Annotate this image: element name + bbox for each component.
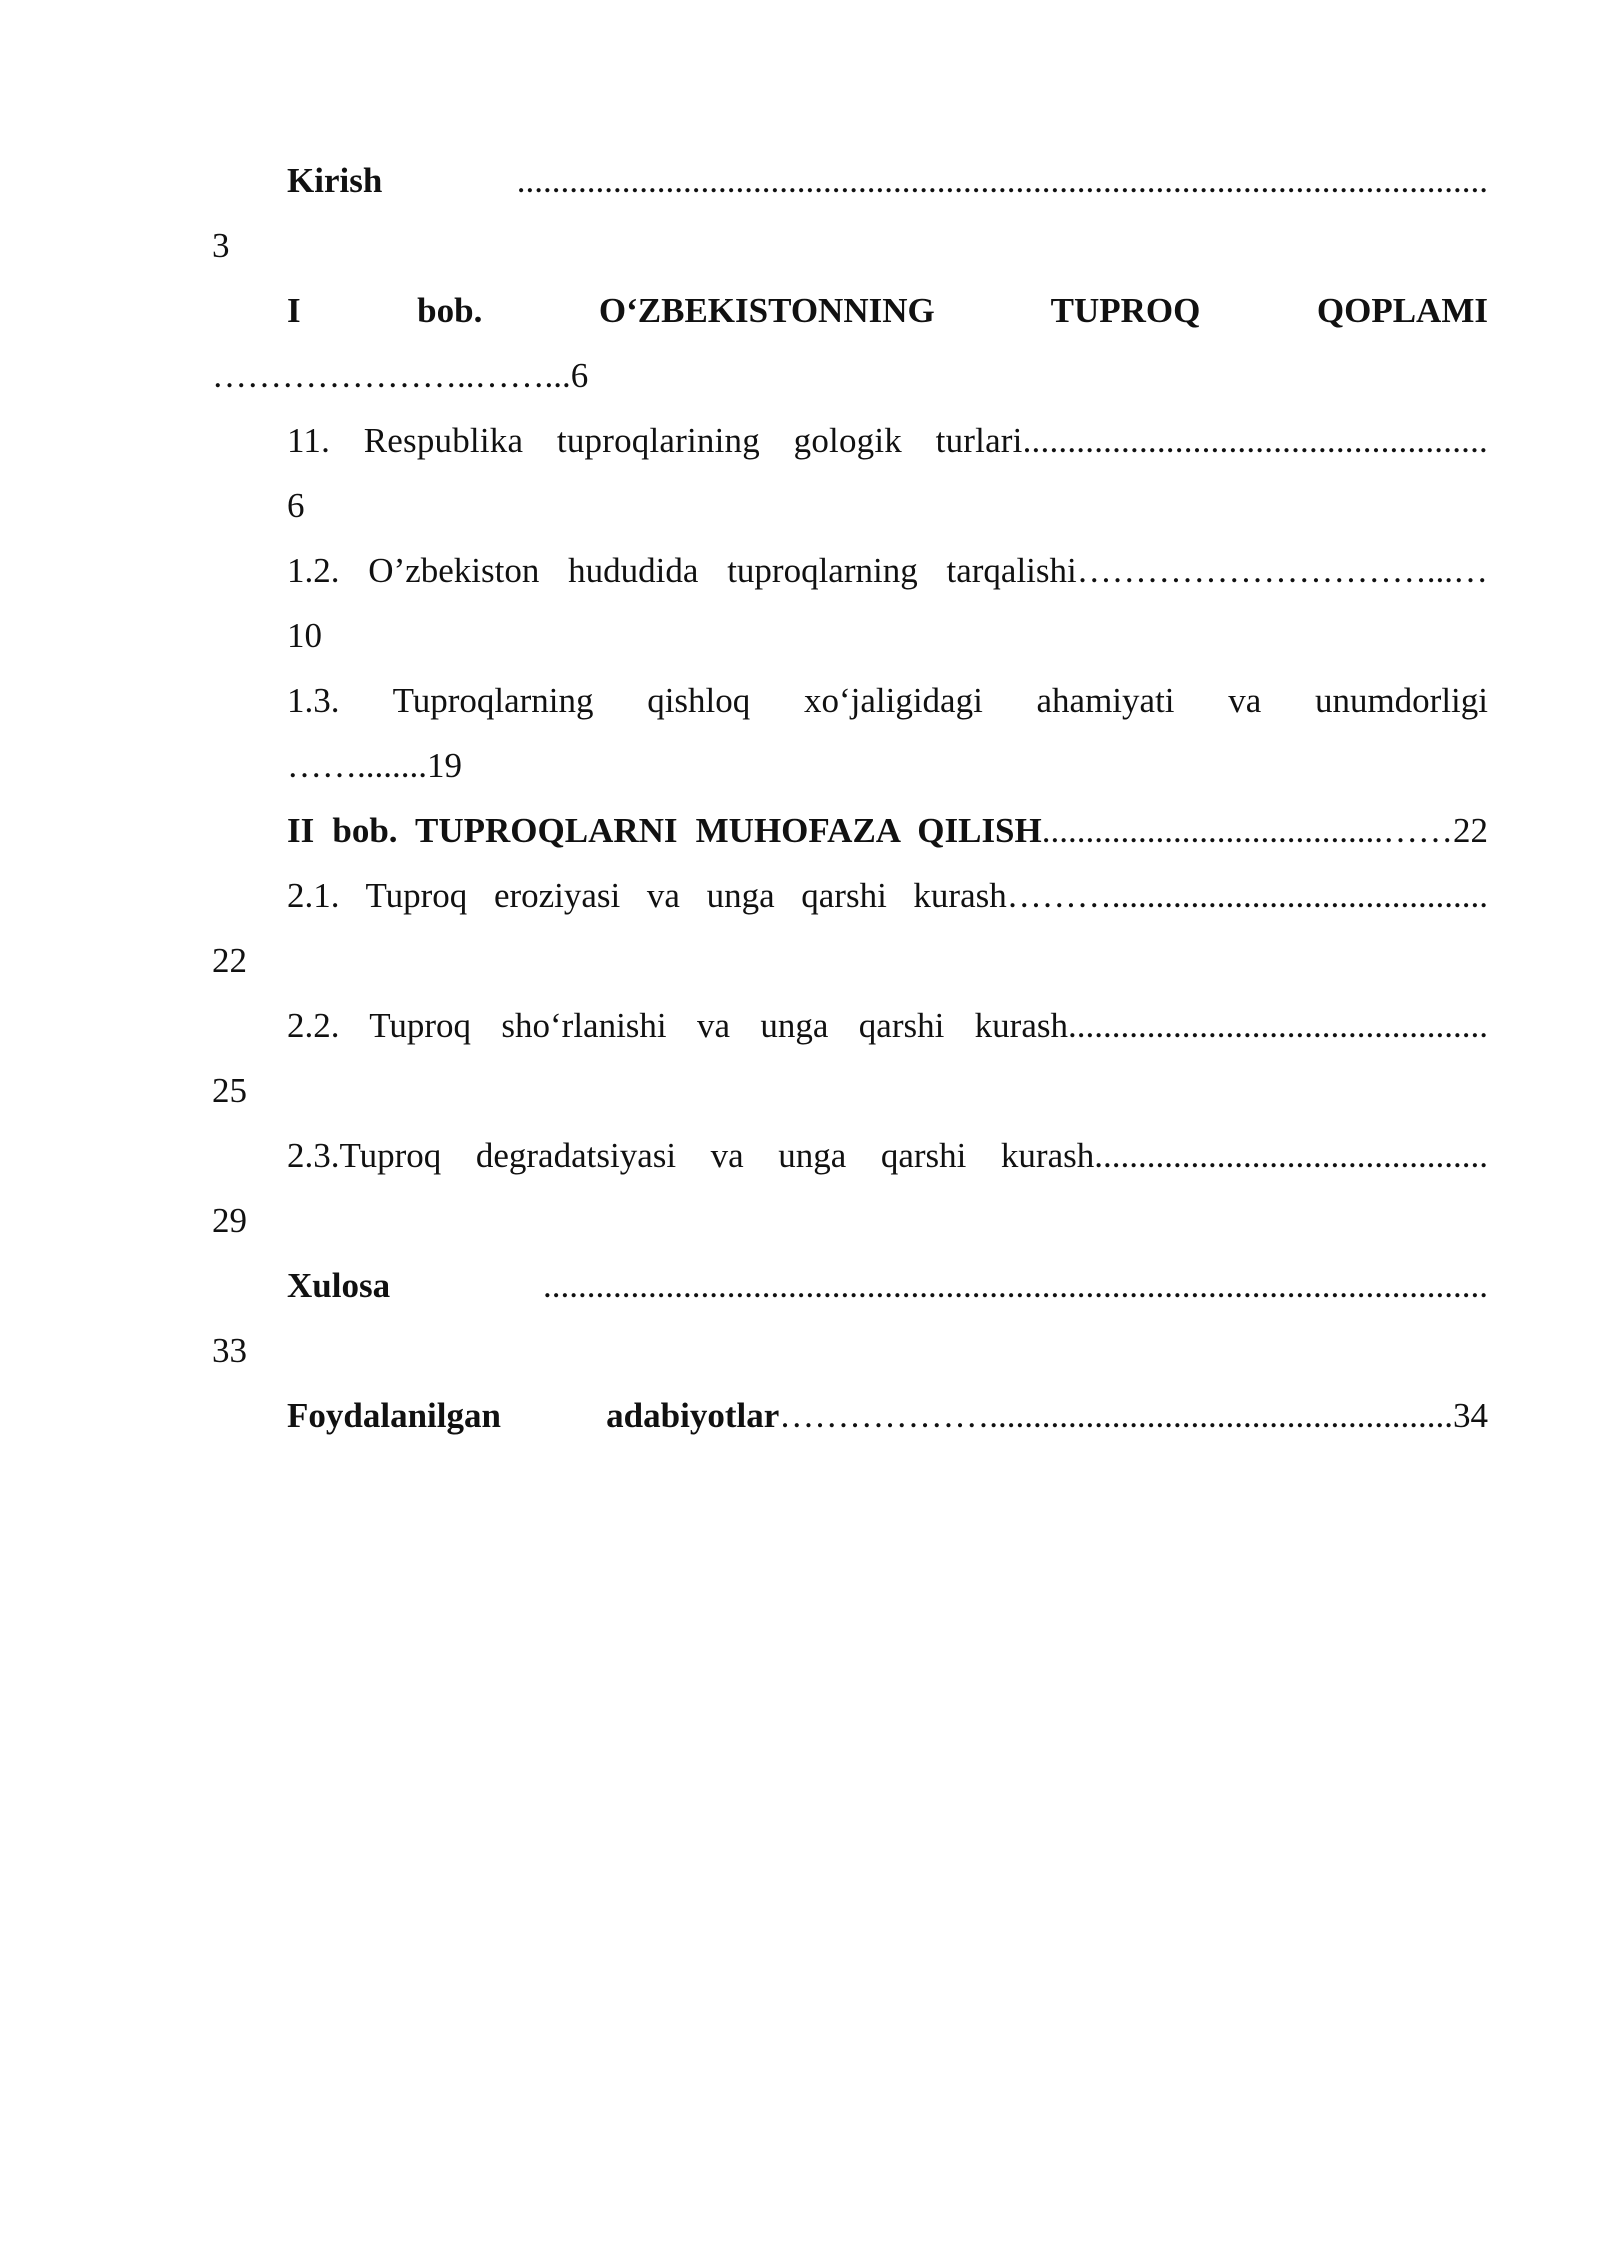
toc-entry-1-2[interactable]	[212, 538, 1488, 668]
toc-page: 10	[287, 616, 322, 655]
toc-leader: ...............................................................................................................	[516, 161, 1488, 200]
toc-entry-2-3[interactable]	[212, 1123, 1488, 1253]
toc-entry-chapter-2[interactable]	[212, 798, 1488, 863]
toc-title: I bob. O‘ZBEKISTONNING TUPROQ QOPLAMI	[287, 291, 1488, 330]
toc-leader: .......................................……	[1041, 811, 1453, 850]
toc-page: 34	[1453, 1396, 1488, 1435]
toc-page: 22	[1453, 811, 1488, 850]
toc-page: 33	[212, 1331, 247, 1370]
toc-entry-adabiyotlar[interactable]	[212, 1383, 1488, 1448]
table-of-contents	[212, 148, 1488, 1448]
toc-leader: ………...........................................	[1006, 876, 1488, 915]
toc-page: 6	[570, 356, 589, 395]
toc-leader: ............................................................................................................	[543, 1266, 1488, 1305]
toc-entry-chapter-1[interactable]	[212, 278, 1488, 408]
toc-leader: …………………………...…	[1076, 551, 1488, 590]
toc-page: 22	[212, 941, 247, 980]
toc-leader: .............................................	[1094, 1136, 1488, 1175]
toc-leader: ……………….....................................................	[779, 1396, 1453, 1435]
toc-title: 2.2. Tuproq sho‘rlanishi va unga qarshi kurash	[287, 1006, 1068, 1045]
toc-page: 6	[287, 486, 305, 525]
toc-entry-kirish[interactable]	[212, 148, 1488, 278]
toc-leader: ................................................	[1068, 1006, 1488, 1045]
toc-title: 11. Respublika tuproqlarining gologik turlari	[287, 421, 1023, 460]
toc-page: 19	[427, 746, 462, 785]
toc-leader: ……........	[287, 746, 427, 785]
toc-entry-2-2[interactable]	[212, 993, 1488, 1123]
toc-entry-2-1[interactable]	[212, 863, 1488, 993]
toc-title: 1.3. Tuproqlarning qishloq xo‘jaligidagi ahamiyati va unumdorligi	[287, 681, 1488, 720]
toc-page: 29	[212, 1201, 247, 1240]
toc-title: 2.1. Tuproq eroziyasi va unga qarshi kurash	[287, 876, 1007, 915]
toc-entry-xulosa[interactable]	[212, 1253, 1488, 1383]
toc-title: Kirish	[287, 161, 383, 200]
toc-title: 2.3.Tuproq degradatsiyasi va unga qarshi kurash	[287, 1136, 1095, 1175]
toc-title: Xulosa	[287, 1266, 391, 1305]
toc-leader: ....................................................	[1022, 421, 1488, 460]
toc-title: Foydalanilgan adabiyotlar	[287, 1396, 780, 1435]
toc-entry-1-3[interactable]	[212, 668, 1488, 798]
toc-page: 3	[212, 226, 230, 265]
toc-title: 1.2. O’zbekiston hududida tuproqlarning tarqalishi	[287, 551, 1077, 590]
toc-page: 25	[212, 1071, 247, 1110]
toc-title: II bob. TUPROQLARNI MUHOFAZA QILISH	[287, 811, 1042, 850]
toc-leader: …………………..……...	[212, 356, 571, 395]
toc-entry-1-1[interactable]	[212, 408, 1488, 538]
